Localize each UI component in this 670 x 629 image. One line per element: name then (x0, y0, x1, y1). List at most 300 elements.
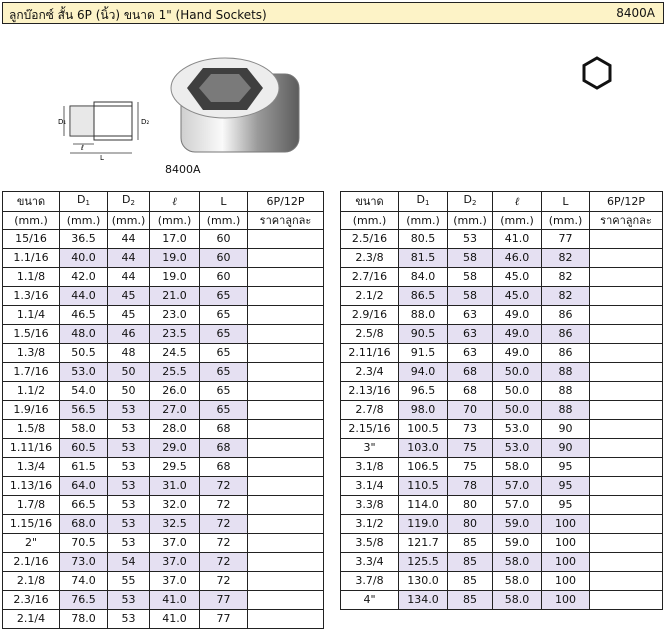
price-cell (248, 401, 324, 420)
price-cell (248, 591, 324, 610)
table-row (3, 515, 324, 534)
l-cell: 72 (200, 477, 248, 496)
l-cell: 100 (542, 515, 590, 534)
ell-cell: 37.0 (150, 534, 200, 553)
size-cell: 2.7/8 (341, 401, 399, 420)
price-cell (590, 420, 663, 439)
col-price-sub: ราคาลูกละ (590, 212, 663, 230)
d1-cell: 70.5 (60, 534, 108, 553)
ell-cell: 24.5 (150, 344, 200, 363)
l-cell: 60 (200, 268, 248, 287)
l-cell: 65 (200, 363, 248, 382)
table-row (3, 268, 324, 287)
l-cell: 88 (542, 363, 590, 382)
d2-cell: 45 (108, 306, 150, 325)
col-d1: $D_1$ (60, 192, 108, 212)
l-cell: 95 (542, 496, 590, 515)
size-cell: 3.7/8 (341, 572, 399, 591)
col-price-sub: ราคาลูกละ (248, 212, 324, 230)
d1-cell: 40.0 (60, 249, 108, 268)
table-row (341, 325, 663, 344)
ell-cell: 32.0 (150, 496, 200, 515)
d1-cell: 50.5 (60, 344, 108, 363)
d2-cell: 53 (108, 515, 150, 534)
l-cell: 88 (542, 401, 590, 420)
col-l: L (542, 192, 590, 212)
l-cell: 100 (542, 534, 590, 553)
table-row (341, 306, 663, 325)
d1-cell: 88.0 (399, 306, 448, 325)
price-cell (590, 496, 663, 515)
l-cell: 65 (200, 382, 248, 401)
l-cell: 95 (542, 458, 590, 477)
l-cell: 65 (200, 325, 248, 344)
col-size-unit: (mm.) (341, 212, 399, 230)
d2-cell: 53 (108, 591, 150, 610)
d2-cell: 80 (448, 496, 493, 515)
l-cell: 82 (542, 287, 590, 306)
ell-cell: 53.0 (493, 439, 542, 458)
table-row (341, 401, 663, 420)
size-cell: 2.1/8 (3, 572, 60, 591)
price-cell (248, 439, 324, 458)
spec-table-right (340, 191, 663, 610)
price-cell (590, 591, 663, 610)
ell-cell: 23.5 (150, 325, 200, 344)
ell-cell: 58.0 (493, 572, 542, 591)
price-cell (248, 458, 324, 477)
d2-cell: 58 (448, 287, 493, 306)
d2-cell: 46 (108, 325, 150, 344)
d1-cell: 54.0 (60, 382, 108, 401)
l-cell: 100 (542, 553, 590, 572)
l-cell: 68 (200, 420, 248, 439)
d1-cell: 81.5 (399, 249, 448, 268)
price-cell (590, 477, 663, 496)
d2-cell: 55 (108, 572, 150, 591)
price-cell (590, 306, 663, 325)
l-cell: 60 (200, 249, 248, 268)
price-cell (248, 534, 324, 553)
table-row (341, 268, 663, 287)
col-size: ขนาด (341, 192, 399, 212)
table-row (3, 458, 324, 477)
size-cell: 2.3/16 (3, 591, 60, 610)
size-cell: 1.1/2 (3, 382, 60, 401)
table-row (3, 610, 324, 629)
price-cell (248, 382, 324, 401)
d2-cell: 78 (448, 477, 493, 496)
d1-cell: 46.5 (60, 306, 108, 325)
size-cell: 4" (341, 591, 399, 610)
d1-cell: 114.0 (399, 496, 448, 515)
page-title: ลูกบ๊อกซ์ สั้น 6P (นิ้ว) ขนาด 1" (Hand Sockets) (9, 8, 267, 22)
price-cell (248, 477, 324, 496)
d1-cell: 64.0 (60, 477, 108, 496)
ell-cell: 23.0 (150, 306, 200, 325)
price-cell (590, 401, 663, 420)
col-ell: ℓ (150, 192, 200, 212)
d1-cell: 53.0 (60, 363, 108, 382)
l-cell: 72 (200, 553, 248, 572)
col-d1-unit: (mm.) (399, 212, 448, 230)
ell-cell: 50.0 (493, 363, 542, 382)
size-cell: 1.15/16 (3, 515, 60, 534)
table-row (341, 249, 663, 268)
d1-cell: 74.0 (60, 572, 108, 591)
col-size: ขนาด (3, 192, 60, 212)
col-l-unit: (mm.) (542, 212, 590, 230)
table-row (3, 420, 324, 439)
size-cell: 2.15/16 (341, 420, 399, 439)
d2-cell: 53 (448, 230, 493, 249)
size-cell: 3" (341, 439, 399, 458)
d2-cell: 80 (448, 515, 493, 534)
ell-cell: 45.0 (493, 268, 542, 287)
d2-cell: 58 (448, 249, 493, 268)
d1-cell: 73.0 (60, 553, 108, 572)
size-cell: 2.9/16 (341, 306, 399, 325)
price-cell (248, 496, 324, 515)
ell-cell: 41.0 (150, 610, 200, 629)
ell-cell: 25.5 (150, 363, 200, 382)
d1-cell: 61.5 (60, 458, 108, 477)
d1-cell: 60.5 (60, 439, 108, 458)
size-cell: 1.9/16 (3, 401, 60, 420)
d1-cell: 121.7 (399, 534, 448, 553)
l-cell: 90 (542, 420, 590, 439)
col-d2-unit: (mm.) (108, 212, 150, 230)
price-cell (248, 344, 324, 363)
d1-cell: 103.0 (399, 439, 448, 458)
size-cell: 2.7/16 (341, 268, 399, 287)
ell-cell: 41.0 (150, 591, 200, 610)
ell-cell: 58.0 (493, 591, 542, 610)
ell-cell: 50.0 (493, 382, 542, 401)
d2-cell: 53 (108, 610, 150, 629)
ell-cell: 49.0 (493, 325, 542, 344)
d2-cell: 68 (448, 363, 493, 382)
table-row (341, 363, 663, 382)
ell-cell: 29.0 (150, 439, 200, 458)
l-cell: 77 (200, 591, 248, 610)
ell-cell: 58.0 (493, 458, 542, 477)
d2-cell: 68 (448, 382, 493, 401)
diagram-label-d2: D₂ (141, 118, 150, 126)
size-cell: 2.5/8 (341, 325, 399, 344)
price-cell (248, 515, 324, 534)
d2-cell: 58 (448, 268, 493, 287)
table-row (3, 496, 324, 515)
socket-dimension-diagram (58, 98, 158, 168)
table-row (3, 591, 324, 610)
d1-cell: 96.5 (399, 382, 448, 401)
price-cell (248, 553, 324, 572)
d1-cell: 125.5 (399, 553, 448, 572)
d2-cell: 85 (448, 534, 493, 553)
col-price: 6P/12P (248, 192, 324, 212)
l-cell: 68 (200, 439, 248, 458)
ell-cell: 58.0 (493, 553, 542, 572)
ell-cell: 27.0 (150, 401, 200, 420)
d1-cell: 42.0 (60, 268, 108, 287)
size-cell: 1.3/4 (3, 458, 60, 477)
price-cell (590, 344, 663, 363)
ell-cell: 32.5 (150, 515, 200, 534)
price-cell (248, 325, 324, 344)
d2-cell: 44 (108, 249, 150, 268)
table-row (341, 439, 663, 458)
diagram-label-ell: ℓ (81, 144, 84, 152)
price-cell (590, 287, 663, 306)
table-row (3, 325, 324, 344)
l-cell: 82 (542, 249, 590, 268)
price-cell (248, 610, 324, 629)
size-cell: 2.3/4 (341, 363, 399, 382)
l-cell: 65 (200, 287, 248, 306)
d2-cell: 53 (108, 458, 150, 477)
table-row (341, 553, 663, 572)
d2-cell: 63 (448, 306, 493, 325)
price-cell (248, 230, 324, 249)
price-cell (590, 458, 663, 477)
d1-cell: 119.0 (399, 515, 448, 534)
col-size-unit: (mm.) (3, 212, 60, 230)
col-d1-unit: (mm.) (60, 212, 108, 230)
socket-photo (163, 52, 313, 162)
product-code: 8400A (616, 6, 655, 20)
l-cell: 88 (542, 382, 590, 401)
d2-cell: 53 (108, 496, 150, 515)
price-cell (590, 249, 663, 268)
l-cell: 60 (200, 230, 248, 249)
size-cell: 2" (3, 534, 60, 553)
d1-cell: 100.5 (399, 420, 448, 439)
l-cell: 65 (200, 344, 248, 363)
size-cell: 1.1/8 (3, 268, 60, 287)
col-ell-unit: (mm.) (493, 212, 542, 230)
price-cell (590, 382, 663, 401)
price-cell (248, 420, 324, 439)
table-row (341, 477, 663, 496)
table-row (3, 382, 324, 401)
price-cell (248, 249, 324, 268)
price-cell (590, 230, 663, 249)
table-row (3, 344, 324, 363)
l-cell: 90 (542, 439, 590, 458)
table-row (341, 458, 663, 477)
size-cell: 1.11/16 (3, 439, 60, 458)
price-cell (248, 363, 324, 382)
d1-cell: 130.0 (399, 572, 448, 591)
d2-cell: 45 (108, 287, 150, 306)
d2-cell: 53 (108, 534, 150, 553)
d2-cell: 50 (108, 382, 150, 401)
ell-cell: 19.0 (150, 249, 200, 268)
col-l-unit: (mm.) (200, 212, 248, 230)
size-cell: 3.1/2 (341, 515, 399, 534)
diagram-label-d1: D₁ (58, 118, 67, 126)
table-row (341, 496, 663, 515)
d2-cell: 53 (108, 420, 150, 439)
d1-cell: 68.0 (60, 515, 108, 534)
ell-cell: 57.0 (493, 477, 542, 496)
table-row (341, 420, 663, 439)
table-row (341, 572, 663, 591)
d2-cell: 44 (108, 268, 150, 287)
col-d2: $D_2$ (108, 192, 150, 212)
d2-cell: 70 (448, 401, 493, 420)
ell-cell: 28.0 (150, 420, 200, 439)
l-cell: 86 (542, 325, 590, 344)
d2-cell: 53 (108, 401, 150, 420)
d1-cell: 44.0 (60, 287, 108, 306)
d1-cell: 56.5 (60, 401, 108, 420)
d1-cell: 78.0 (60, 610, 108, 629)
title-bar (2, 2, 664, 24)
d2-cell: 85 (448, 553, 493, 572)
d1-cell: 91.5 (399, 344, 448, 363)
ell-cell: 49.0 (493, 344, 542, 363)
size-cell: 1.3/8 (3, 344, 60, 363)
d1-cell: 48.0 (60, 325, 108, 344)
d1-cell: 58.0 (60, 420, 108, 439)
ell-cell: 57.0 (493, 496, 542, 515)
price-cell (248, 306, 324, 325)
d2-cell: 63 (448, 344, 493, 363)
ell-cell: 37.0 (150, 553, 200, 572)
price-cell (590, 268, 663, 287)
d1-cell: 106.5 (399, 458, 448, 477)
d2-cell: 48 (108, 344, 150, 363)
table-row (3, 477, 324, 496)
size-cell: 3.1/8 (341, 458, 399, 477)
table-row (341, 382, 663, 401)
col-ell-unit: (mm.) (150, 212, 200, 230)
size-cell: 1.13/16 (3, 477, 60, 496)
table-row (341, 534, 663, 553)
col-d1: $D_1$ (399, 192, 448, 212)
l-cell: 95 (542, 477, 590, 496)
price-cell (590, 553, 663, 572)
price-cell (590, 325, 663, 344)
size-cell: 1.5/16 (3, 325, 60, 344)
ell-cell: 46.0 (493, 249, 542, 268)
d2-cell: 54 (108, 553, 150, 572)
spec-table-left (2, 191, 324, 629)
col-ell: ℓ (493, 192, 542, 212)
table-row (3, 249, 324, 268)
size-cell: 1.1/16 (3, 249, 60, 268)
l-cell: 72 (200, 515, 248, 534)
d2-cell: 75 (448, 458, 493, 477)
l-cell: 77 (542, 230, 590, 249)
table-row (341, 344, 663, 363)
l-cell: 72 (200, 496, 248, 515)
size-cell: 3.5/8 (341, 534, 399, 553)
d2-cell: 50 (108, 363, 150, 382)
diagram-label-l: L (100, 154, 104, 162)
ell-cell: 17.0 (150, 230, 200, 249)
d2-cell: 53 (108, 477, 150, 496)
d1-cell: 84.0 (399, 268, 448, 287)
table-row (3, 401, 324, 420)
l-cell: 77 (200, 610, 248, 629)
l-cell: 86 (542, 344, 590, 363)
d2-cell: 53 (108, 439, 150, 458)
hex-profile-icon (582, 56, 612, 90)
size-cell: 3.3/8 (341, 496, 399, 515)
d1-cell: 90.5 (399, 325, 448, 344)
size-cell: 1.7/16 (3, 363, 60, 382)
ell-cell: 59.0 (493, 515, 542, 534)
ell-cell: 21.0 (150, 287, 200, 306)
table-row (341, 287, 663, 306)
col-d2-unit: (mm.) (448, 212, 493, 230)
l-cell: 72 (200, 534, 248, 553)
ell-cell: 53.0 (493, 420, 542, 439)
size-cell: 3.3/4 (341, 553, 399, 572)
d1-cell: 134.0 (399, 591, 448, 610)
size-cell: 2.1/16 (3, 553, 60, 572)
d1-cell: 76.5 (60, 591, 108, 610)
d2-cell: 73 (448, 420, 493, 439)
l-cell: 100 (542, 591, 590, 610)
ell-cell: 49.0 (493, 306, 542, 325)
d1-cell: 80.5 (399, 230, 448, 249)
price-cell (590, 363, 663, 382)
size-cell: 2.1/2 (341, 287, 399, 306)
col-price: 6P/12P (590, 192, 663, 212)
ell-cell: 45.0 (493, 287, 542, 306)
d2-cell: 44 (108, 230, 150, 249)
d1-cell: 94.0 (399, 363, 448, 382)
ell-cell: 29.5 (150, 458, 200, 477)
ell-cell: 26.0 (150, 382, 200, 401)
size-cell: 2.3/8 (341, 249, 399, 268)
col-l: L (200, 192, 248, 212)
price-cell (248, 287, 324, 306)
size-cell: 1.1/4 (3, 306, 60, 325)
d2-cell: 85 (448, 572, 493, 591)
price-cell (590, 515, 663, 534)
col-d2: $D_2$ (448, 192, 493, 212)
ell-cell: 19.0 (150, 268, 200, 287)
size-cell: 3.1/4 (341, 477, 399, 496)
price-cell (590, 439, 663, 458)
price-cell (248, 268, 324, 287)
l-cell: 72 (200, 572, 248, 591)
l-cell: 68 (200, 458, 248, 477)
price-cell (248, 572, 324, 591)
size-cell: 2.13/16 (341, 382, 399, 401)
size-cell: 1.5/8 (3, 420, 60, 439)
photo-caption: 8400A (165, 163, 201, 176)
size-cell: 1.7/8 (3, 496, 60, 515)
d1-cell: 110.5 (399, 477, 448, 496)
size-cell: 2.5/16 (341, 230, 399, 249)
l-cell: 86 (542, 306, 590, 325)
price-cell (590, 534, 663, 553)
l-cell: 100 (542, 572, 590, 591)
table-row (3, 572, 324, 591)
d2-cell: 75 (448, 439, 493, 458)
d2-cell: 85 (448, 591, 493, 610)
d1-cell: 36.5 (60, 230, 108, 249)
table-row (3, 553, 324, 572)
ell-cell: 41.0 (493, 230, 542, 249)
l-cell: 65 (200, 306, 248, 325)
